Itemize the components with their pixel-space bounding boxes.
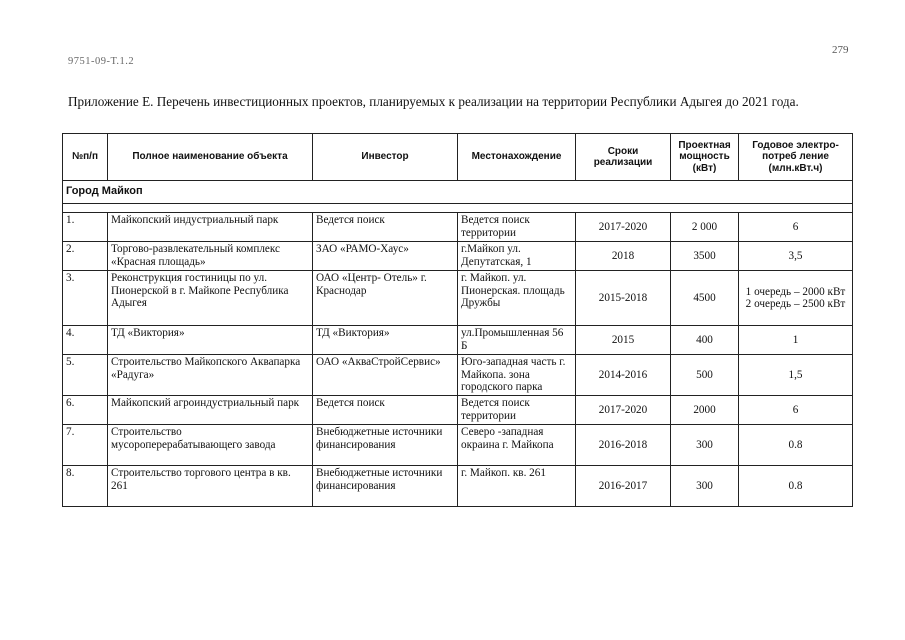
- table-row: [63, 396, 853, 425]
- cell-power: 400: [671, 326, 739, 355]
- cell-location: Ведется поиск территории: [458, 213, 576, 242]
- cell-number: 3.: [63, 271, 108, 326]
- cell-name: Строительство торгового центра в кв. 261: [108, 466, 313, 507]
- cell-term: 2017-2020: [576, 213, 671, 242]
- cell-location: Ведется поиск территории: [458, 396, 576, 425]
- cell-power: 4500: [671, 271, 739, 326]
- cell-name: Торгово-развлекательный комплекс «Красная площадь»: [108, 242, 313, 271]
- cell-power: 2000: [671, 396, 739, 425]
- cell-consumption: 6: [739, 213, 853, 242]
- table-row: [63, 425, 853, 466]
- group-row: [63, 181, 853, 204]
- cell-number: 6.: [63, 396, 108, 425]
- col-header-location: Местонахождение: [458, 134, 576, 181]
- spacer-row: [63, 204, 853, 213]
- cell-investor: Внебюджетные источники финансирования: [313, 466, 458, 507]
- cell-term: 2015: [576, 326, 671, 355]
- col-header-number: №п/п: [63, 134, 108, 181]
- table-row: [63, 242, 853, 271]
- cell-name: Майкопский агроиндустриальный парк: [108, 396, 313, 425]
- spacer-cell: [63, 204, 853, 213]
- cell-number: 1.: [63, 213, 108, 242]
- projects-table: [62, 133, 853, 507]
- cell-term: 2014-2016: [576, 355, 671, 396]
- cell-consumption: 6: [739, 396, 853, 425]
- cell-consumption: 0.8: [739, 466, 853, 507]
- cell-location: г. Майкоп. кв. 261: [458, 466, 576, 507]
- cell-term: 2016-2018: [576, 425, 671, 466]
- cell-consumption: 3,5: [739, 242, 853, 271]
- col-header-power: Проектная мощность (кВт): [671, 134, 739, 181]
- cell-investor: Ведется поиск: [313, 396, 458, 425]
- cell-number: 5.: [63, 355, 108, 396]
- cell-location: г. Майкоп. ул. Пионерская. площадь Дружбы: [458, 271, 576, 326]
- cell-number: 2.: [63, 242, 108, 271]
- cell-investor: Внебюджетные источники финансирования: [313, 425, 458, 466]
- cell-power: 500: [671, 355, 739, 396]
- cell-investor: ОАО «АкваСтройСервис»: [313, 355, 458, 396]
- col-header-name: Полное наименование объекта: [108, 134, 313, 181]
- table-header-row: [63, 134, 853, 181]
- cell-number: 8.: [63, 466, 108, 507]
- cell-name: Строительство Майкопского Аквапарка «Радуга»: [108, 355, 313, 396]
- cell-name: Строительство мусороперерабатывающего завода: [108, 425, 313, 466]
- col-header-consumption: Годовое электро-потреб ление (млн.кВт.ч): [739, 134, 853, 181]
- cell-term: 2016-2017: [576, 466, 671, 507]
- cell-term: 2015-2018: [576, 271, 671, 326]
- cell-name: Реконструкция гостиницы по ул. Пионерской в г. Майкопе Республика Адыгея: [108, 271, 313, 326]
- cell-number: 4.: [63, 326, 108, 355]
- cell-investor: ОАО «Центр- Отель» г. Краснодар: [313, 271, 458, 326]
- cell-number: 7.: [63, 425, 108, 466]
- table-row: [63, 466, 853, 507]
- cell-location: г.Майкоп ул. Депутатская, 1: [458, 242, 576, 271]
- cell-name: ТД «Виктория»: [108, 326, 313, 355]
- cell-power: 3500: [671, 242, 739, 271]
- cell-investor: ТД «Виктория»: [313, 326, 458, 355]
- cell-name: Майкопский индустриальный парк: [108, 213, 313, 242]
- table-row: [63, 326, 853, 355]
- cell-consumption: 1 очередь – 2000 кВт 2 очередь – 2500 кВт: [739, 271, 853, 326]
- cell-consumption: 0.8: [739, 425, 853, 466]
- cell-investor: Ведется поиск: [313, 213, 458, 242]
- table-row: [63, 213, 853, 242]
- table-row: [63, 271, 853, 326]
- cell-location: ул.Промышленная 56 Б: [458, 326, 576, 355]
- col-header-investor: Инвестор: [313, 134, 458, 181]
- cell-consumption: 1,5: [739, 355, 853, 396]
- cell-location: Юго-западная часть г. Майкопа. зона городского парка: [458, 355, 576, 396]
- document-title: Приложение Е. Перечень инвестиционных проектов, планируемых к реализации на территории Республики Адыгея до 2021 года.: [68, 94, 799, 109]
- cell-investor: ЗАО «РАМО-Хаус»: [313, 242, 458, 271]
- cell-power: 300: [671, 425, 739, 466]
- table-row: [63, 355, 853, 396]
- cell-location: Северо -западная окраина г. Майкопа: [458, 425, 576, 466]
- cell-power: 2 000: [671, 213, 739, 242]
- group-title: Город Майкоп: [63, 181, 853, 204]
- cell-power: 300: [671, 466, 739, 507]
- col-header-term: Сроки реализации: [576, 134, 671, 181]
- cell-consumption: 1: [739, 326, 853, 355]
- page-number: 279: [832, 44, 849, 56]
- document-code: 9751-09-Т.1.2: [68, 56, 135, 67]
- cell-term: 2017-2020: [576, 396, 671, 425]
- cell-term: 2018: [576, 242, 671, 271]
